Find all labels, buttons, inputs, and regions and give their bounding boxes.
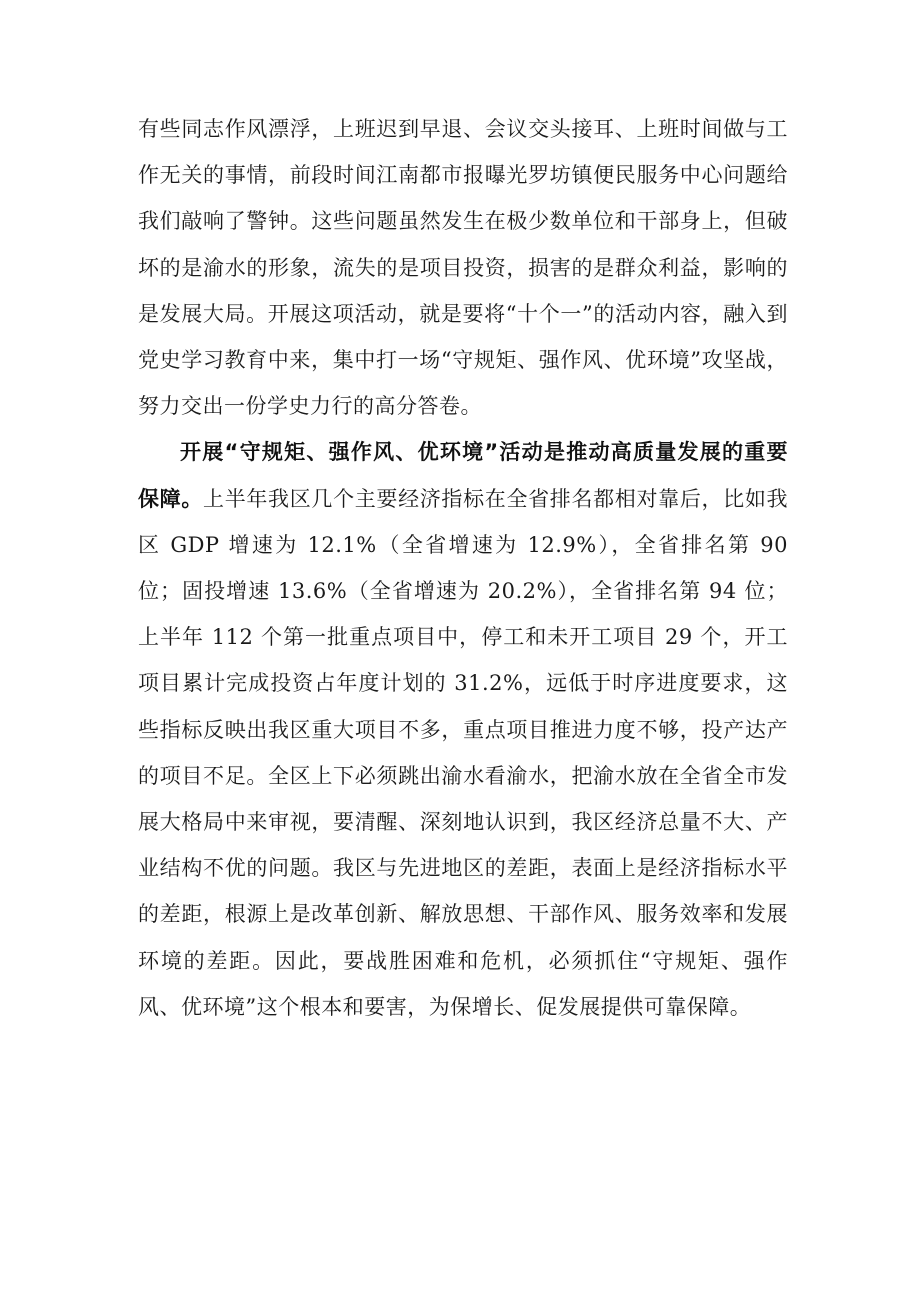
paragraph-text: 上半年我区几个主要经济指标在全省排名都相对靠后，比如我区 GDP 增速为 12.1%（全省增速为 12.9%），全省排名第 90 位；固投增速 13.6%（全省增速为 20.2%），全省排名第 94 位；上半年 112 个第一批重点项目中，停工和未开工项目 29 个，开工项目累计完成投资占年度计划的 31.2%，远低于时序进度要求，这些指标反映出我区重大项目不多，重点项目推进力度不够，投产达产的项目不足。全区上下必须跳出渝水看渝水，把渝水放在全省全市发展大格局中来审视，要清醒、深刻地认识到，我区经济总量不大、产业结构不优的问题。我区与先进地区的差距，表面上是经济指标水平的差距，根源上是改革创新、解放思想、干部作风、服务效率和发展环境的差距。因此，要战胜困难和危机，必须抓住“守规矩、强作风、优环境”这个根本和要害，为保增长、促发展提供可靠保障。 <box>138 486 789 1019</box>
paragraph-continuation <box>138 106 788 429</box>
paragraph-text: 有些同志作风漂浮，上班迟到早退、会议交头接耳、上班时间做与工作无关的事情，前段时间江南都市报曝光罗坊镇便民服务中心问题给我们敲响了警钟。这些问题虽然发生在极少数单位和干部身上，但破坏的是渝水的形象，流失的是项目投资，损害的是群众利益，影响的是发展大局。开展这项活动，就是要将“十个一”的活动内容，融入到党史学习教育中来，集中打一场“守规矩、强作风、优环境”攻坚战，努力交出一份学史力行的高分答卷。 <box>138 117 788 419</box>
document-body <box>138 106 788 1030</box>
paragraph-importance <box>138 429 788 1030</box>
paragraph-lead-heading: 开展“守规矩、强作风、优环境”活动是推动高质量发展的重要保障。 <box>138 440 788 511</box>
